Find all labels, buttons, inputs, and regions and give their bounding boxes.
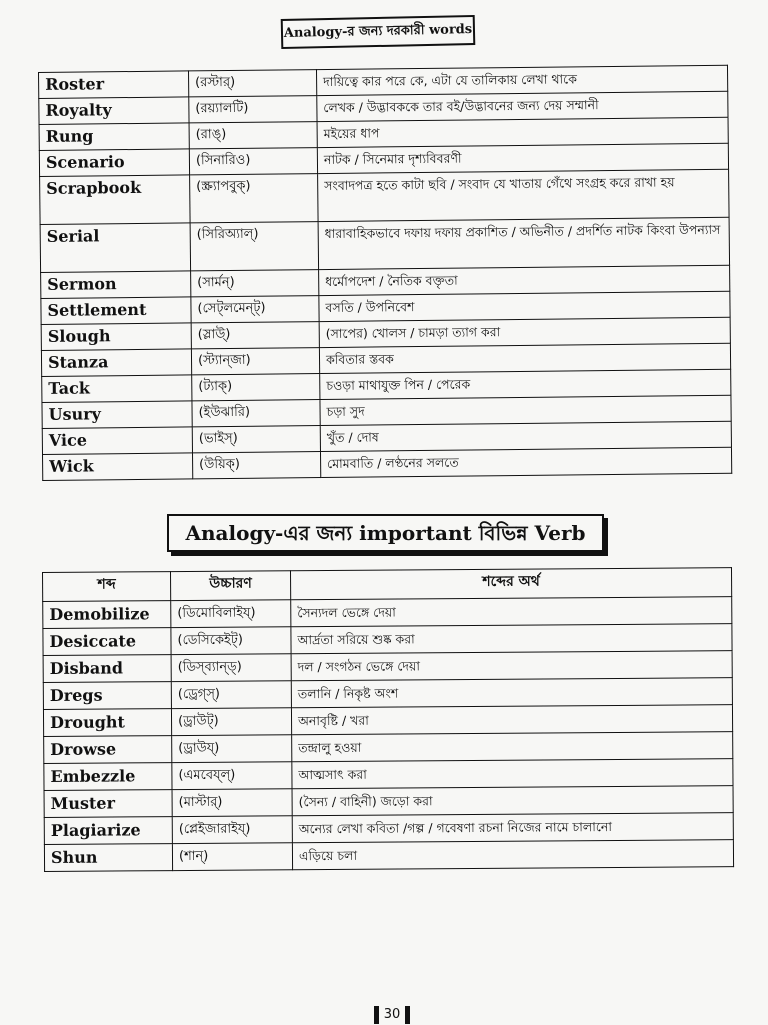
meaning-cell: (সৈন্য / বাহিনী) জড়ো করা xyxy=(292,786,733,816)
meaning-cell: তলানি / নিকৃষ্ট অংশ xyxy=(291,678,732,708)
pronunciation-cell: (স্ট্যান্‌জা) xyxy=(191,348,319,375)
meaning-cell: চওড়া মাথাযুক্ত পিন / পেরেক xyxy=(320,369,731,399)
word-cell: Plagiarize xyxy=(44,817,172,845)
pronunciation-cell: (উয়িক্) xyxy=(192,452,320,479)
pronunciation-cell: (সার্মন্) xyxy=(191,270,319,297)
word-cell: Usury xyxy=(42,401,192,429)
meaning-cell: বসতি / উপনিবেশ xyxy=(319,291,730,321)
word-cell: Rung xyxy=(39,123,189,151)
pronunciation-cell: (রাঙ্) xyxy=(189,122,317,149)
word-cell: Sermon xyxy=(41,271,191,299)
table-row xyxy=(40,217,729,272)
word-cell: Serial xyxy=(40,223,190,273)
word-cell: Scrapbook xyxy=(40,175,190,225)
word-cell: Royalty xyxy=(39,97,189,125)
pronunciation-cell: (ডিমোবিলাইয্) xyxy=(171,600,291,628)
word-cell: Embezzle xyxy=(44,763,172,791)
verb-section-title: Analogy-এর জন্য important বিভিন্ন Verb xyxy=(167,514,604,552)
meaning-cell: (সাপের) খোলস / চামড়া ত্যাগ করা xyxy=(319,317,730,347)
pronunciation-cell: (স্ক্র্যাপবুক্) xyxy=(190,174,318,223)
word-cell: Desiccate xyxy=(43,628,171,656)
meaning-cell: মোমবাতি / লণ্ঠনের সলতে xyxy=(320,447,731,477)
word-cell: Stanza xyxy=(41,349,191,377)
pronunciation-cell: (শান্) xyxy=(172,843,292,871)
meaning-cell: কবিতার স্তবক xyxy=(319,343,730,373)
pronunciation-cell: (মাস্টার্) xyxy=(172,789,292,817)
pronunciation-cell: (ড্রাউট্) xyxy=(171,708,291,736)
word-cell: Wick xyxy=(43,453,193,481)
word-cell: Muster xyxy=(44,790,172,818)
word-cell: Scenario xyxy=(39,149,189,177)
meaning-cell: দল / সংগঠন ভেঙ্গে দেয়া xyxy=(291,651,732,681)
meaning-cell: লেখক / উদ্ভাবককে তার বই/উদ্ভাবনের জন্য দেয় সম্মানী xyxy=(317,91,728,121)
meaning-cell: অন্যের লেখা কবিতা /গল্প / গবেষণা রচনা নিজের নামে চালানো xyxy=(292,813,733,843)
pronunciation-cell: (রস্টার্) xyxy=(188,70,316,97)
meaning-cell: ধারাবাহিকভাবে দফায় দফায় প্রকাশিত / অভিনীত / প্রদর্শিত নাটক কিংবা উপন্যাস xyxy=(318,217,729,269)
meaning-cell: সংবাদপত্র হতে কাটা ছবি / সংবাদ যে খাতায় গেঁথে সংগ্রহ করে রাখা হয় xyxy=(318,169,729,221)
header-meaning: শব্দের অর্থ xyxy=(290,568,731,600)
pronunciation-cell: (স্লাউ্) xyxy=(191,322,319,349)
pronunciation-cell: (রয়্যালটি) xyxy=(189,96,317,123)
page-mark-left xyxy=(374,1006,379,1024)
meaning-cell: ধর্মোপদেশ / নৈতিক বক্তৃতা xyxy=(319,265,730,295)
meaning-cell: নাটক / সিনেমার দৃশ্যবিবরণী xyxy=(317,143,728,173)
pronunciation-cell: (সিনারিও) xyxy=(189,148,317,175)
top-section-title: Analogy-র জন্য দরকারী words xyxy=(281,15,476,49)
word-cell: Slough xyxy=(41,323,191,351)
word-cell: Settlement xyxy=(41,297,191,325)
word-cell: Drought xyxy=(43,709,171,737)
pronunciation-cell: (ডেসিকেইট্) xyxy=(171,627,291,655)
header-word: শব্দ xyxy=(43,572,171,602)
word-cell: Demobilize xyxy=(43,601,171,629)
pronunciation-cell: (ড্রাউয্) xyxy=(172,735,292,763)
pronunciation-cell: (ডিস্‌ব্যান্ড্) xyxy=(171,654,291,682)
meaning-cell: এড়িয়ে চলা xyxy=(292,840,733,870)
word-cell: Roster xyxy=(39,71,189,99)
page-number-text: 30 xyxy=(383,1007,401,1022)
meaning-cell: খুঁত / দোষ xyxy=(320,421,731,451)
meaning-cell: দায়িত্বে কার পরে কে, এটা যে তালিকায় লেখা থাকে xyxy=(316,65,727,95)
pronunciation-cell: (প্লেইজারাইয্) xyxy=(172,816,292,844)
pronunciation-cell: (এমবেয্‌ল্) xyxy=(172,762,292,790)
meaning-cell: সৈন্যদল ভেঙ্গে দেয়া xyxy=(291,597,732,627)
meaning-cell: আর্দ্রতা সরিয়ে শুষ্ক করা xyxy=(291,624,732,654)
meaning-cell: তন্দ্রালু হওয়া xyxy=(292,732,733,762)
table-row xyxy=(44,840,733,872)
word-cell: Shun xyxy=(44,844,172,872)
pronunciation-cell: (সেট্‌লমেন্ট্) xyxy=(191,296,319,323)
word-cell: Drowse xyxy=(44,736,172,764)
pronunciation-cell: (ট্যাক্) xyxy=(192,374,320,401)
words-table xyxy=(38,65,732,481)
verbs-table xyxy=(42,567,734,872)
pronunciation-cell: (সিরিঅ্যাল্) xyxy=(190,222,318,271)
pronunciation-cell: (ভাইস্) xyxy=(192,426,320,453)
table-row xyxy=(40,169,729,224)
word-cell: Dregs xyxy=(43,682,171,710)
page-mark-right xyxy=(405,1006,410,1024)
meaning-cell: অনাবৃষ্টি / খরা xyxy=(291,705,732,735)
word-cell: Tack xyxy=(42,375,192,403)
meaning-cell: মইয়ের ধাপ xyxy=(317,117,728,147)
pronunciation-cell: (ড্রেগ্স্) xyxy=(171,681,291,709)
pronunciation-cell: (ইউঝারি) xyxy=(192,400,320,427)
meaning-cell: চড়া সুদ xyxy=(320,395,731,425)
word-cell: Disband xyxy=(43,655,171,683)
header-pronunciation: উচ্চারণ xyxy=(171,571,291,601)
word-cell: Vice xyxy=(42,427,192,455)
meaning-cell: আত্মসাৎ করা xyxy=(292,759,733,789)
page-number xyxy=(352,1005,432,1025)
